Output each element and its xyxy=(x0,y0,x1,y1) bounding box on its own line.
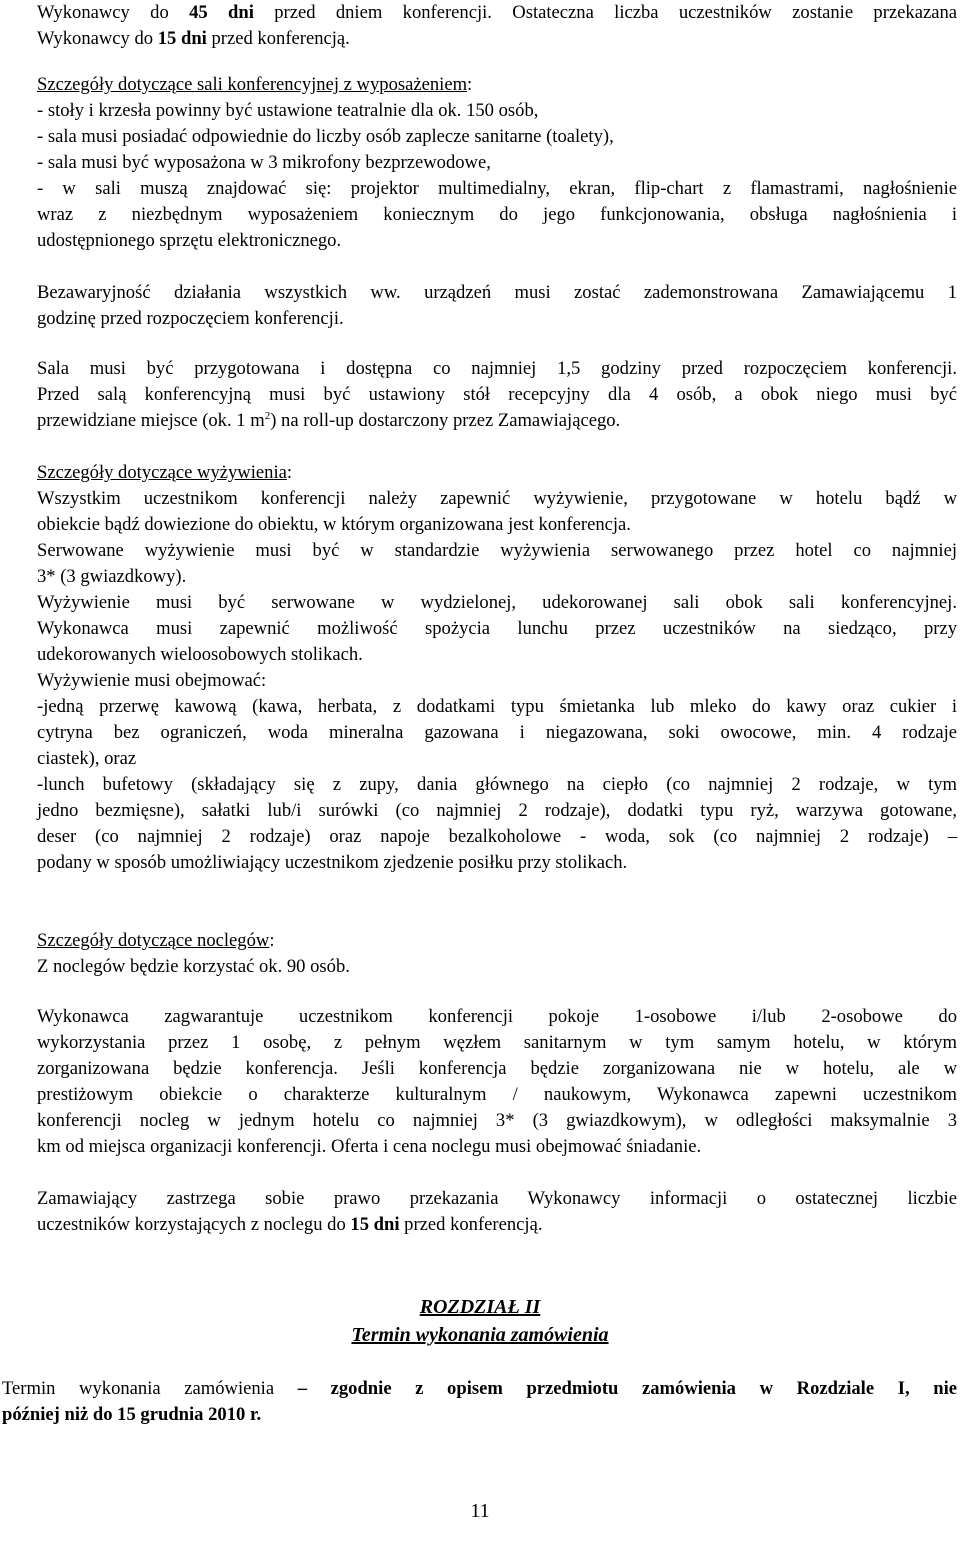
zyw-line-14: deser (co najmniej 2 rodzaje) oraz napoje bezalkoholowe - woda, sok (co najmniej 2 rodzaje) – xyxy=(37,826,957,847)
zyw-line-5: Wyżywienie musi być serwowane w wydzielonej, udekorowanej sali obok sali konferencyjnej. xyxy=(37,592,957,613)
sala-line-2: - sala musi posiadać odpowiednie do liczby osób zaplecze sanitarne (toalety), xyxy=(37,126,614,147)
zyw-line-3: Serwowane wyżywienie musi być w standardzie wyżywienia serwowanego przez hotel co najmniej xyxy=(37,540,957,561)
nocl2-line-4: prestiżowym obiekcie o charakterze kulturalnym / naukowym, Wykonawca zapewni uczestnikom xyxy=(37,1084,957,1105)
intro-line-1: Wykonawcy do 45 dni przed dniem konferencji. Ostateczna liczba uczestników zostanie przekazana xyxy=(37,2,958,23)
zyw-line-15: podany w sposób umożliwiający uczestnikom zjedzenie posiłku przy stolikach. xyxy=(37,852,628,873)
termin-line-2: później niż do 15 grudnia 2010 r. xyxy=(2,1404,262,1425)
zyw-line-4: 3* (3 gwiazdkowy). xyxy=(37,566,187,587)
page-number: 11 xyxy=(470,1500,490,1522)
zyw-line-1: Wszystkim uczestnikom konferencji należy zapewnić wyżywienie, przygotowane w hotelu bądź w xyxy=(37,488,957,509)
nocl2-line-5: konferencji nocleg w jednym hotelu co najmniej 3* (3 gwiazdkowym), w odległości maksymalnie 3 xyxy=(37,1110,957,1131)
termin-line-1: Termin wykonania zamówienia – zgodnie z opisem przedmiotu zamówienia w Rozdziale I, nie xyxy=(2,1378,957,1399)
nocl2-line-3: zorganizowana będzie konferencja. Jeśli konferencja będzie zorganizowana nie w hotelu, ale w xyxy=(37,1058,957,1079)
sala-line-3: - sala musi być wyposażona w 3 mikrofony bezprzewodowe, xyxy=(37,152,491,173)
zastrz-line-1: Zamawiający zastrzega sobie prawo przekazania Wykonawcy informacji o ostatecznej liczbie xyxy=(37,1188,957,1209)
zyw-line-2: obiekcie bądź dowiezione do obiektu, w którym organizowana jest konferencja. xyxy=(37,514,631,535)
zyw-heading: Szczegóły dotyczące wyżywienia: xyxy=(37,462,293,483)
nocl2-line-1: Wykonawca zagwarantuje uczestnikom konferencji pokoje 1-osobowe i/lub 2-osobowe do xyxy=(37,1006,957,1027)
zyw-line-6: Wykonawca musi zapewnić możliwość spożycia lunchu przez uczestników na siedząco, przy xyxy=(37,618,957,639)
sala-line-4: - w sali muszą znajdować się: projektor multimedialny, ekran, flip-chart z flamastrami, nagłośnienie xyxy=(37,178,957,199)
sala-line-5: wraz z niezbędnym wyposażeniem koniecznym do jego funkcjonowania, obsługa nagłośnienia i xyxy=(37,204,957,225)
nocl2-line-2: wykorzystania przez 1 osobę, z pełnym węzłem sanitarnym w tym samym hotelu, w którym xyxy=(37,1032,957,1053)
sala2-line-3: przewidziane miejsce (ok. 1 $m^2$) na roll-up dostarczony przez Zamawiającego. xyxy=(37,409,621,431)
intro-line-2: Wykonawcy do 15 dni przed konferencją. xyxy=(37,28,350,49)
zyw-line-11: ciastek), oraz xyxy=(37,748,137,769)
zyw-line-8: Wyżywienie musi obejmować: xyxy=(37,670,267,691)
sala2-line-2: Przed salą konferencyjną musi być ustawiony stół recepcyjny dla 4 osób, a obok niego musi być xyxy=(37,384,957,405)
sala2-line-1: Sala musi być przygotowana i dostępna co najmniej 1,5 godziny przed rozpoczęciem konferencji. xyxy=(37,358,957,379)
bezaw-line-1: Bezawaryjność działania wszystkich ww. urządzeń musi zostać zademonstrowana Zamawiającemu 1 xyxy=(37,282,957,303)
zyw-line-10: cytryna bez ograniczeń, woda mineralna gazowana i niegazowana, soki owocowe, min. 4 rodzaje xyxy=(37,722,957,743)
chapter-title: ROZDZIAŁ II xyxy=(419,1296,541,1318)
bezaw-line-2: godzinę przed rozpoczęciem konferencji. xyxy=(37,308,344,329)
zyw-line-12: -lunch bufetowy (składający się z zupy, dania głównego na ciepło (co najmniej 2 rodzaje, w tym xyxy=(37,774,957,795)
sala-heading: Szczegóły dotyczące sali konferencyjnej z wyposażeniem: xyxy=(37,74,473,95)
nocl-heading: Szczegóły dotyczące noclegów: xyxy=(37,930,275,951)
nocl-line-1: Z noclegów będzie korzystać ok. 90 osób. xyxy=(37,956,350,977)
sala-line-6: udostępnionego sprzętu elektronicznego. xyxy=(37,230,342,251)
sala-line-1: - stoły i krzesła powinny być ustawione teatralnie dla ok. 150 osób, xyxy=(37,100,539,121)
zyw-line-7: udekorowanych wieloosobowych stolikach. xyxy=(37,644,363,665)
chapter-subtitle: Termin wykonania zamówienia xyxy=(351,1324,609,1346)
zyw-line-9: -jedną przerwę kawową (kawa, herbata, z dodatkami typu śmietanka lub mleko do kawy oraz cukier i xyxy=(37,696,957,717)
zyw-line-13: jedno bezmięsne), sałatki lub/i surówki (co najmniej 2 rodzaje), dodatki typu ryż, warzywa gotowane, xyxy=(37,800,957,821)
nocl2-line-6: km od miejsca organizacji konferencji. Oferta i cena noclegu musi obejmować śniadanie. xyxy=(37,1136,702,1157)
zastrz-line-2: uczestników korzystających z noclegu do 15 dni przed konferencją. xyxy=(37,1214,543,1235)
